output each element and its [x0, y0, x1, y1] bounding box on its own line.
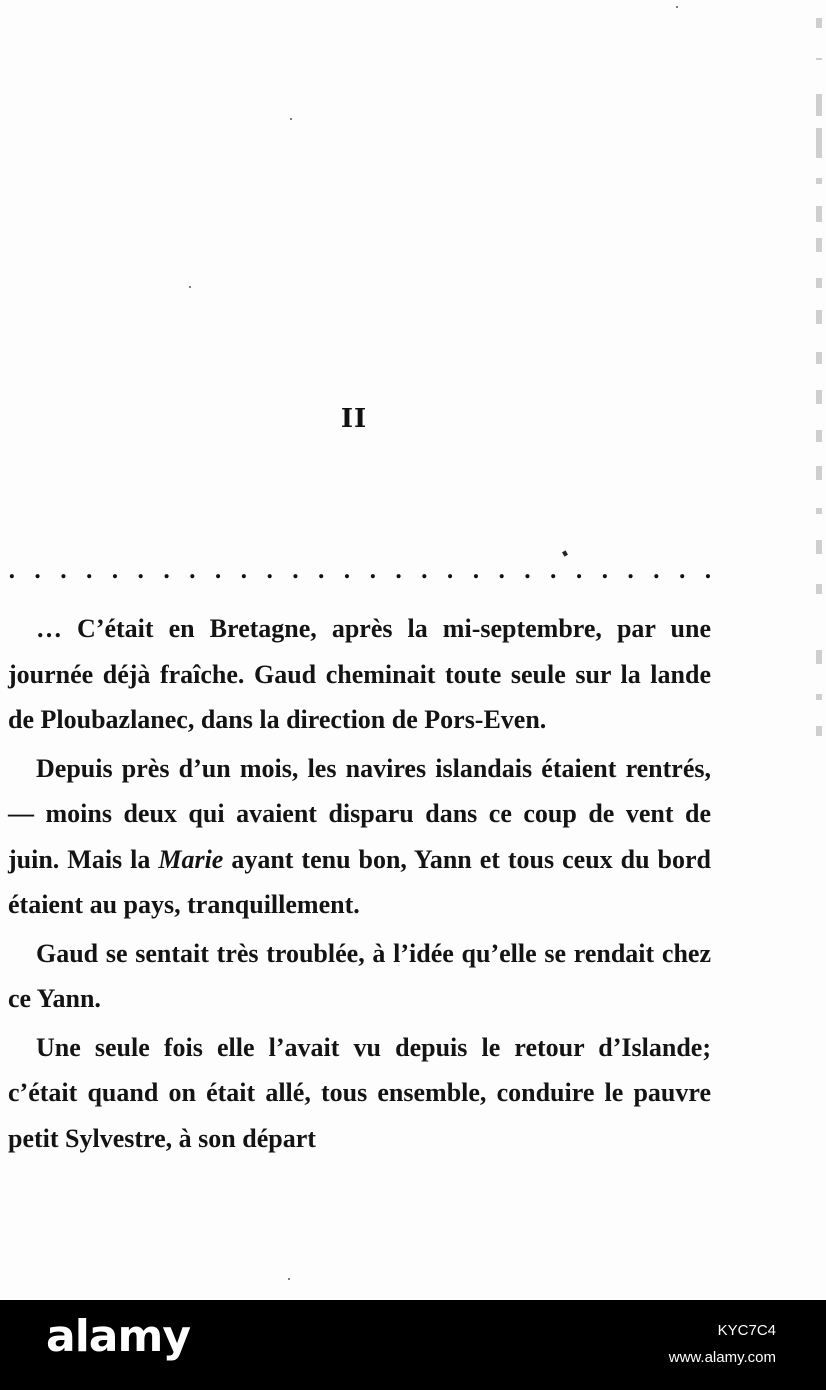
watermark-url: www.alamy.com	[668, 1349, 776, 1366]
separator-dot: .	[420, 558, 429, 584]
paragraph-3: Gaud se sentait très troublée, à l’idée qu’elle se rendait chez ce Yann.	[8, 938, 711, 1013]
separator-dot: .	[111, 558, 119, 584]
separator-dot: .	[85, 558, 94, 584]
paragraph-2	[8, 746, 711, 928]
separator-dot: .	[678, 558, 686, 584]
separator-dot: .	[33, 558, 42, 584]
separator-dot: .	[136, 558, 145, 584]
separator-dot: .	[626, 558, 635, 584]
paragraph-2-after: ayant tenu bon, Yann et tous ceux du bord étaient au pays, tranquillement.	[8, 844, 711, 919]
separator-dot: .	[317, 558, 326, 584]
separator-dot: .	[368, 558, 377, 584]
separator-dot: .	[549, 558, 558, 584]
scan-speck	[288, 1278, 290, 1280]
separator-dot: .	[265, 558, 274, 584]
separator-dot: .	[523, 558, 532, 584]
separator-dot: .	[291, 558, 300, 584]
separator-dot: .	[59, 558, 68, 584]
alamy-logo: alamy	[46, 1311, 190, 1362]
separator-dot: .	[162, 558, 171, 584]
separator-dot: .	[446, 558, 454, 584]
separator-dot: .	[394, 558, 403, 584]
scan-speck	[189, 286, 191, 288]
separator-dot: .	[188, 558, 197, 584]
scan-margin-marks	[812, 10, 826, 770]
image-id: KYC7C4	[717, 1322, 776, 1339]
body-text	[8, 606, 711, 1164]
ship-name-italic: Marie	[158, 844, 224, 874]
paragraph-4: Une seule fois elle l’avait vu depuis le retour d’Islande; c’était quand on était allé, tous ensemble, conduire le pauvre petit Sylvestre, à son départ	[8, 1032, 711, 1153]
separator-dot: .	[704, 558, 712, 584]
separator-dot: .	[343, 558, 351, 584]
dotted-separator	[8, 560, 712, 582]
separator-dot: .	[600, 558, 609, 584]
stray-ink-mark	[562, 550, 568, 556]
scan-speck	[290, 118, 292, 120]
separator-dot: .	[8, 558, 16, 584]
separator-dot: .	[652, 558, 661, 584]
chapter-number: II	[340, 404, 368, 434]
separator-dot: .	[575, 558, 583, 584]
separator-dot: .	[497, 558, 506, 584]
scan-speck	[676, 6, 678, 8]
separator-dot: .	[240, 558, 248, 584]
separator-dot: .	[214, 558, 222, 584]
paragraph-1: … C’était en Bretagne, après la mi-septembre, par une journée déjà fraîche. Gaud cheminait toute seule sur la lande de Ploubazlanec, dans la direction de Pors-Even.	[8, 614, 711, 734]
separator-dot: .	[472, 558, 480, 584]
paragraph-2-before: Depuis près d’un mois, les navires islandais étaient rentrés, — moins deux qui avaient disparu dans ce coup de vent de juin. Mais la	[8, 753, 711, 874]
